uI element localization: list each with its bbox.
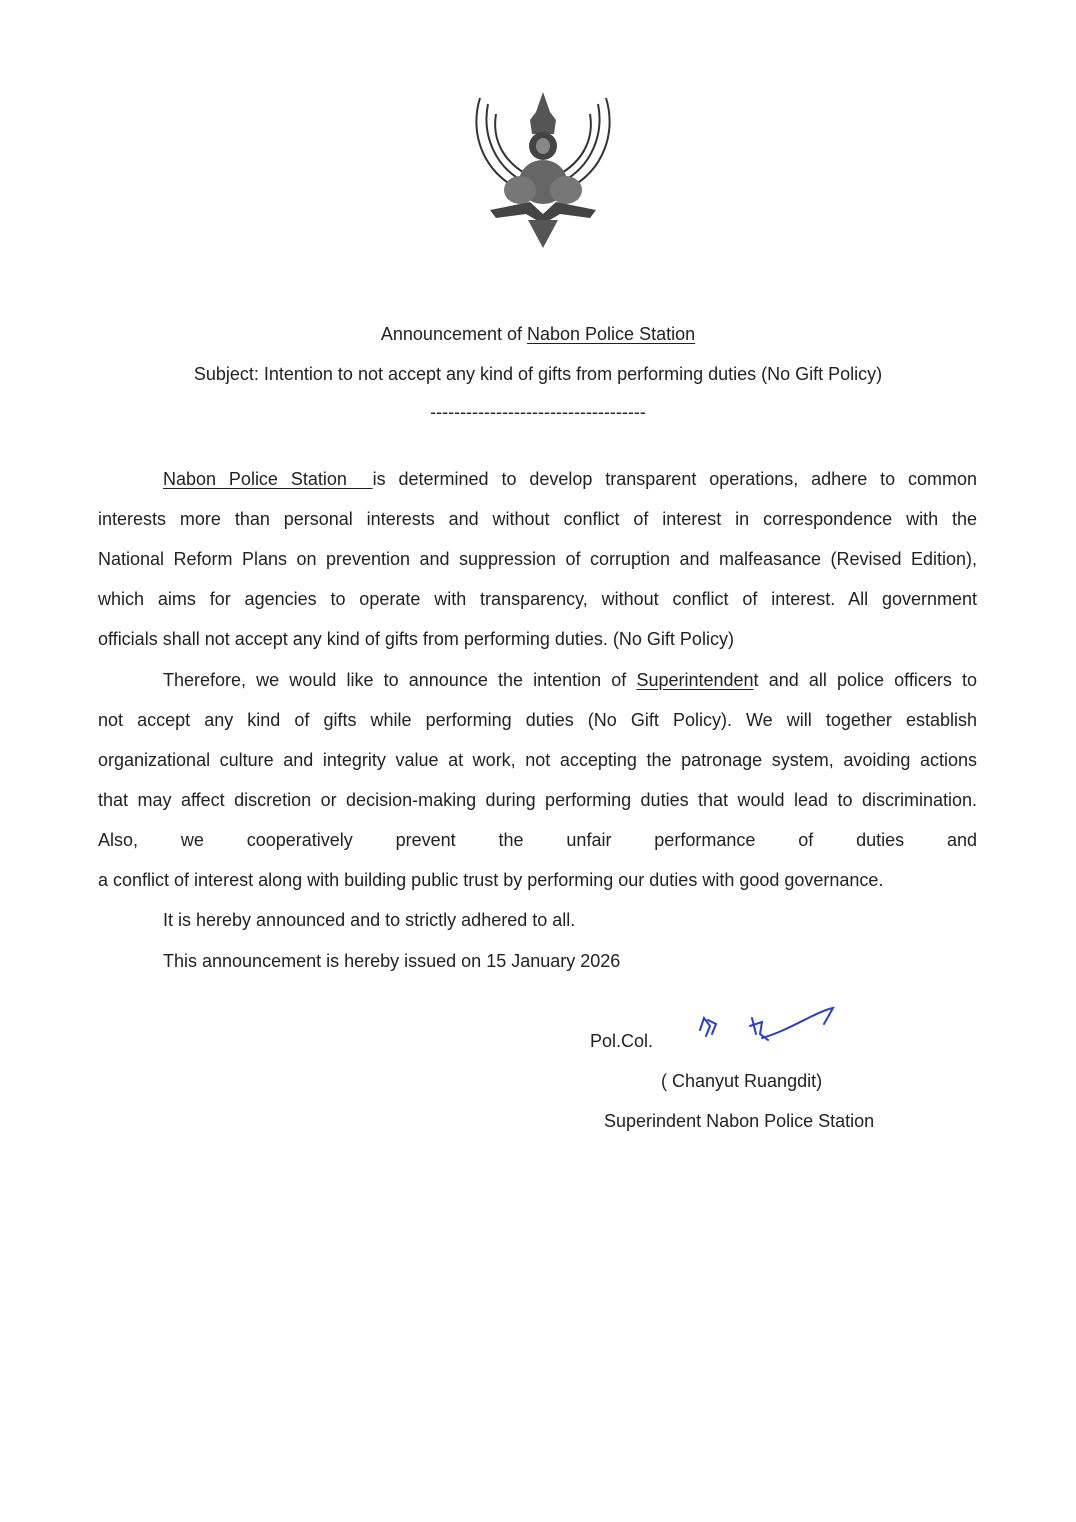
paragraph1-line5: officials shall not accept any kind of gifts from performing duties. (No Gift Policy) xyxy=(98,629,734,649)
paragraph1-line2: interests more than personal interests and without conflict of interest in correspondence with the xyxy=(98,509,977,529)
title-prefix: Announcement of xyxy=(380,324,527,344)
subject-line: Subject: Intention to not accept any kind of gifts from performing duties (No Gift Policy) xyxy=(193,364,883,384)
paragraph2-lead: Therefore, we would like to announce the intention of xyxy=(163,670,637,690)
closing-issued-date: This announcement is hereby issued on 15 January 2026 xyxy=(163,951,621,971)
paragraph2-line2: not accept any kind of gifts while performing duties (No Gift Policy). We will together establish xyxy=(98,710,977,730)
paragraph2-line3: organizational culture and integrity value at work, not accepting the patronage system, avoiding actions xyxy=(98,750,977,770)
paragraph1-line3: National Reform Plans on prevention and suppression of corruption and malfeasance (Revised Edition), xyxy=(98,549,977,569)
paragraph2-role-tail: t xyxy=(753,670,759,690)
paragraph2-line5: Also, we cooperatively prevent the unfair performance of duties and xyxy=(98,830,977,850)
announcement-title xyxy=(0,324,1076,345)
closing-announced: It is hereby announced and to strictly adhered to all. xyxy=(163,910,576,930)
paragraph2-role: Superintenden xyxy=(636,670,754,690)
paragraph2-after: and all police officers to xyxy=(758,670,977,690)
signature-rank: Pol.Col. xyxy=(590,1031,654,1051)
handwritten-signature-icon xyxy=(690,1000,840,1050)
paragraph2-line1 xyxy=(163,670,977,694)
paragraph1-line4: which aims for agencies to operate with transparency, without conflict of interest. All government xyxy=(98,589,977,609)
signatory-name: ( Chanyut Ruangdit) xyxy=(661,1071,823,1091)
paragraph2-line6: a conflict of interest along with building public trust by performing our duties with good governance. xyxy=(98,870,884,890)
paragraph1-org: Nabon Police Station xyxy=(163,469,373,489)
paragraph1-text: is determined to develop transparent operations, adhere to common xyxy=(372,469,977,489)
signatory-position: Superindent Nabon Police Station xyxy=(604,1111,875,1131)
separator: ------------------------------------ xyxy=(430,402,646,422)
paragraph1-line1 xyxy=(163,469,977,493)
paragraph2-line4: that may affect discretion or decision-making during performing duties that would lead to discrimination. xyxy=(98,790,977,810)
title-org: Nabon Police Station xyxy=(527,324,696,344)
garuda-emblem-icon xyxy=(470,90,616,250)
